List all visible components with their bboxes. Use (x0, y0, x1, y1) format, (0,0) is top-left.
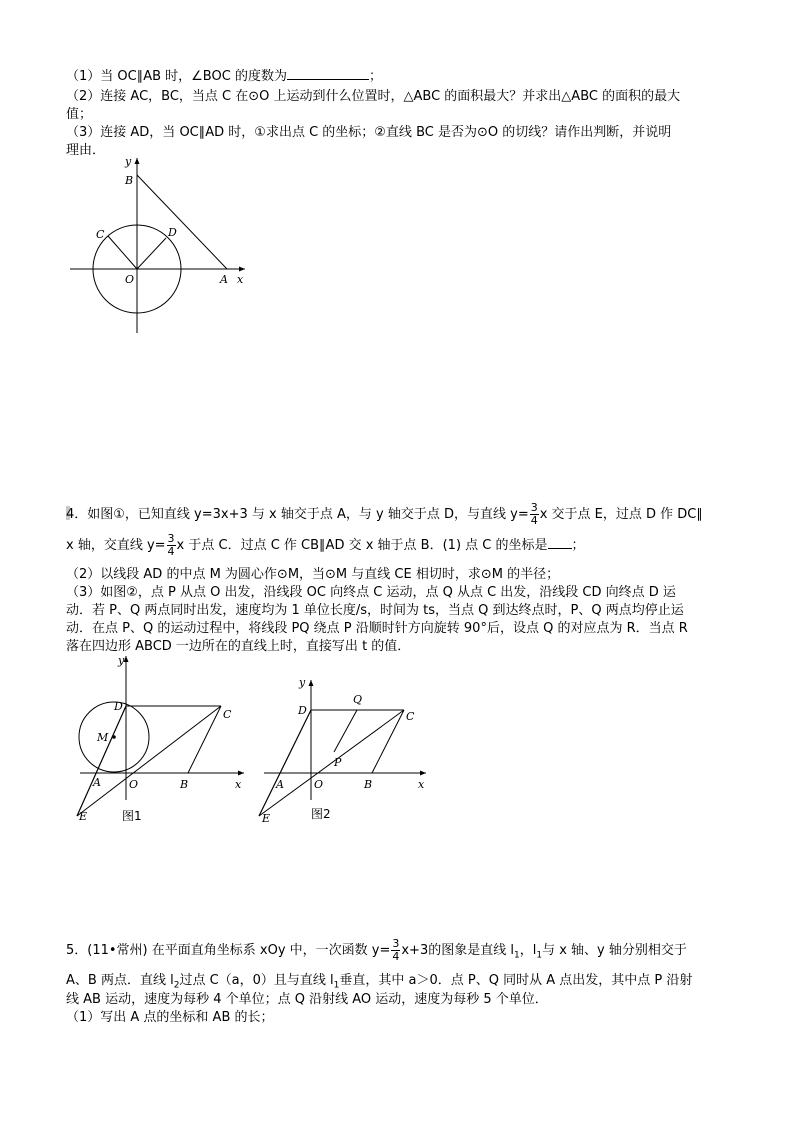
q4-line2-text-c: ； (571, 538, 585, 553)
segment-cb (188, 706, 221, 773)
radius-od (137, 238, 166, 269)
q4-line3: （2）以线段 AD 的中点 M 为圆心作⊙M，当⊙M 与直线 CE 相切时，求⊙M 的半径； (66, 567, 560, 582)
q4-figure-2 (252, 675, 437, 830)
q5-line2-text-b: 过点 C（a，0）且与直线 l (179, 973, 334, 988)
q4-line2-text-a: x 轴，交直线 y= (66, 538, 166, 553)
fraction-numerator: 3 (530, 501, 538, 514)
q3-part1-punct: ； (368, 69, 382, 84)
label-o: O (129, 778, 139, 791)
q4-line7: 落在四边形 ABCD 一边所在的直线上时，直接写出 t 的值． (66, 639, 411, 654)
q3-part2-line1: （2）连接 AC，BC，当点 C 在⊙O 上运动到什么位置时，△ABC 的面积最大？并求出△ABC 的面积的最大 (66, 89, 681, 104)
label-a: A (93, 776, 101, 789)
fraction-numerator: 3 (392, 937, 400, 950)
label-a: A (276, 778, 284, 791)
q5-line1-text-a: 5．(11•常州) 在平面直角坐标系 xOy 中，一次函数 y= (66, 943, 391, 958)
q5-line1-text-d: 与 x 轴、y 轴分别相交于 (542, 943, 687, 958)
q4-line1-text-b: x 交于点 E，过点 D 作 DC∥ (539, 507, 703, 522)
q5-line2-text-c: 垂直，其中 a＞0．点 P、Q 同时从 A 点出发，其中点 P 沿射 (339, 973, 693, 988)
label-x: x (418, 778, 425, 791)
q3-part1 (66, 67, 746, 86)
q3-part1-text: （1）当 OC∥AB 时，∠BOC 的度数为 (66, 69, 287, 84)
label-y: y (299, 676, 306, 689)
label-a: A (220, 273, 228, 286)
label-e: E (79, 810, 88, 823)
label-d: D (168, 226, 177, 239)
fraction-3-4 (167, 533, 176, 558)
subscript-1: 1 (536, 950, 543, 961)
fraction-numerator: 3 (167, 532, 175, 545)
q3-part3-line1: （3）连接 AD，当 OC∥AD 时，①求出点 C 的坐标；②直线 BC 是否为⊙O 的切线？请作出判断，并说明 (66, 125, 672, 140)
segment-cb (372, 710, 404, 773)
line-ec (77, 706, 221, 816)
q4-line2-text-b: x 于点 C．过点 C 作 CB∥AD 交 x 轴于点 B．(1) 点 C 的坐标是 (176, 538, 548, 553)
y-axis-arrow-icon (135, 158, 140, 164)
x-axis-arrow-icon (420, 771, 426, 776)
fraction-denominator: 4 (530, 514, 538, 527)
label-x: x (237, 273, 244, 286)
q4-line6: 动．在点 P、Q 的运动过程中，将线段 PQ 绕点 P 沿顺时针方向旋转 90°后，设点 Q 的对应点为 R．当点 R (66, 621, 688, 636)
label-y: y (118, 654, 125, 667)
q4-line2 (66, 531, 746, 561)
label-b: B (180, 778, 189, 791)
subscript-1: 1 (333, 980, 340, 991)
label-e: E (262, 812, 271, 825)
label-y: y (125, 155, 132, 168)
label-m: M (97, 731, 109, 744)
label-o: O (125, 273, 135, 286)
figure-2-caption: 图2 (311, 807, 331, 821)
q3-part2-line2: 值； (66, 107, 93, 122)
q5-line3: 线 AB 运动，速度为每秒 4 个单位；点 Q 沿射线 AO 运动，速度为每秒 5 个单位． (66, 992, 548, 1007)
q3-part3-line2: 理由． (66, 143, 106, 158)
q5-line4: （1）写出 A 点的坐标和 AB 的长； (66, 1010, 274, 1025)
q4-line1 (66, 500, 746, 530)
q5-line2-text-a: A、B 两点．直线 l (66, 973, 174, 988)
label-o: O (314, 778, 324, 791)
label-b: B (125, 174, 134, 187)
label-d: D (298, 704, 307, 717)
fraction-3-4 (530, 502, 539, 527)
answer-blank (548, 536, 572, 549)
label-b: B (364, 778, 373, 791)
fraction-denominator: 4 (392, 950, 400, 963)
label-q: Q (353, 693, 363, 706)
label-p: P (334, 756, 342, 769)
line-ec (259, 710, 404, 816)
segment-pq (334, 710, 357, 752)
label-c: C (223, 708, 232, 721)
q5-line1-text-b: x+3的图象是直线 l (401, 943, 514, 958)
subscript-2: 2 (173, 980, 180, 991)
q5-line1 (66, 936, 746, 966)
label-d: D (114, 700, 123, 713)
line-ad (259, 710, 311, 816)
y-axis-arrow-icon (309, 680, 314, 686)
q5-line1-text-c: ，l (519, 943, 537, 958)
x-axis-arrow-icon (239, 267, 245, 272)
q3-circle-figure (62, 154, 262, 339)
fraction-denominator: 4 (167, 545, 175, 558)
q4-figure-1 (64, 650, 254, 830)
subscript-1: 1 (513, 950, 520, 961)
line-ad (77, 706, 126, 816)
y-axis-arrow-icon (124, 656, 129, 662)
fraction-3-4 (391, 938, 400, 963)
label-c: C (406, 710, 415, 723)
label-c: C (96, 228, 105, 241)
answer-blank (287, 67, 369, 80)
x-axis-arrow-icon (238, 771, 244, 776)
figure-1-caption: 图1 (122, 809, 142, 823)
q4-line1-text-a: 4．如图①，已知直线 y=3x+3 与 x 轴交于点 A，与 y 轴交于点 D，与直线 y= (66, 507, 529, 522)
radius-oc (108, 236, 137, 269)
q4-line5: 动．若 P、Q 两点同时出发，速度均为 1 单位长度/s，时间为 ts，当点 Q 到达终点时，P、Q 两点均停止运 (66, 603, 684, 618)
label-x: x (235, 778, 242, 791)
q4-line4: （3）如图②，点 P 从点 O 出发，沿线段 OC 向终点 C 运动，点 Q 从点 C 出发，沿线段 CD 向终点 D 运 (66, 585, 676, 600)
